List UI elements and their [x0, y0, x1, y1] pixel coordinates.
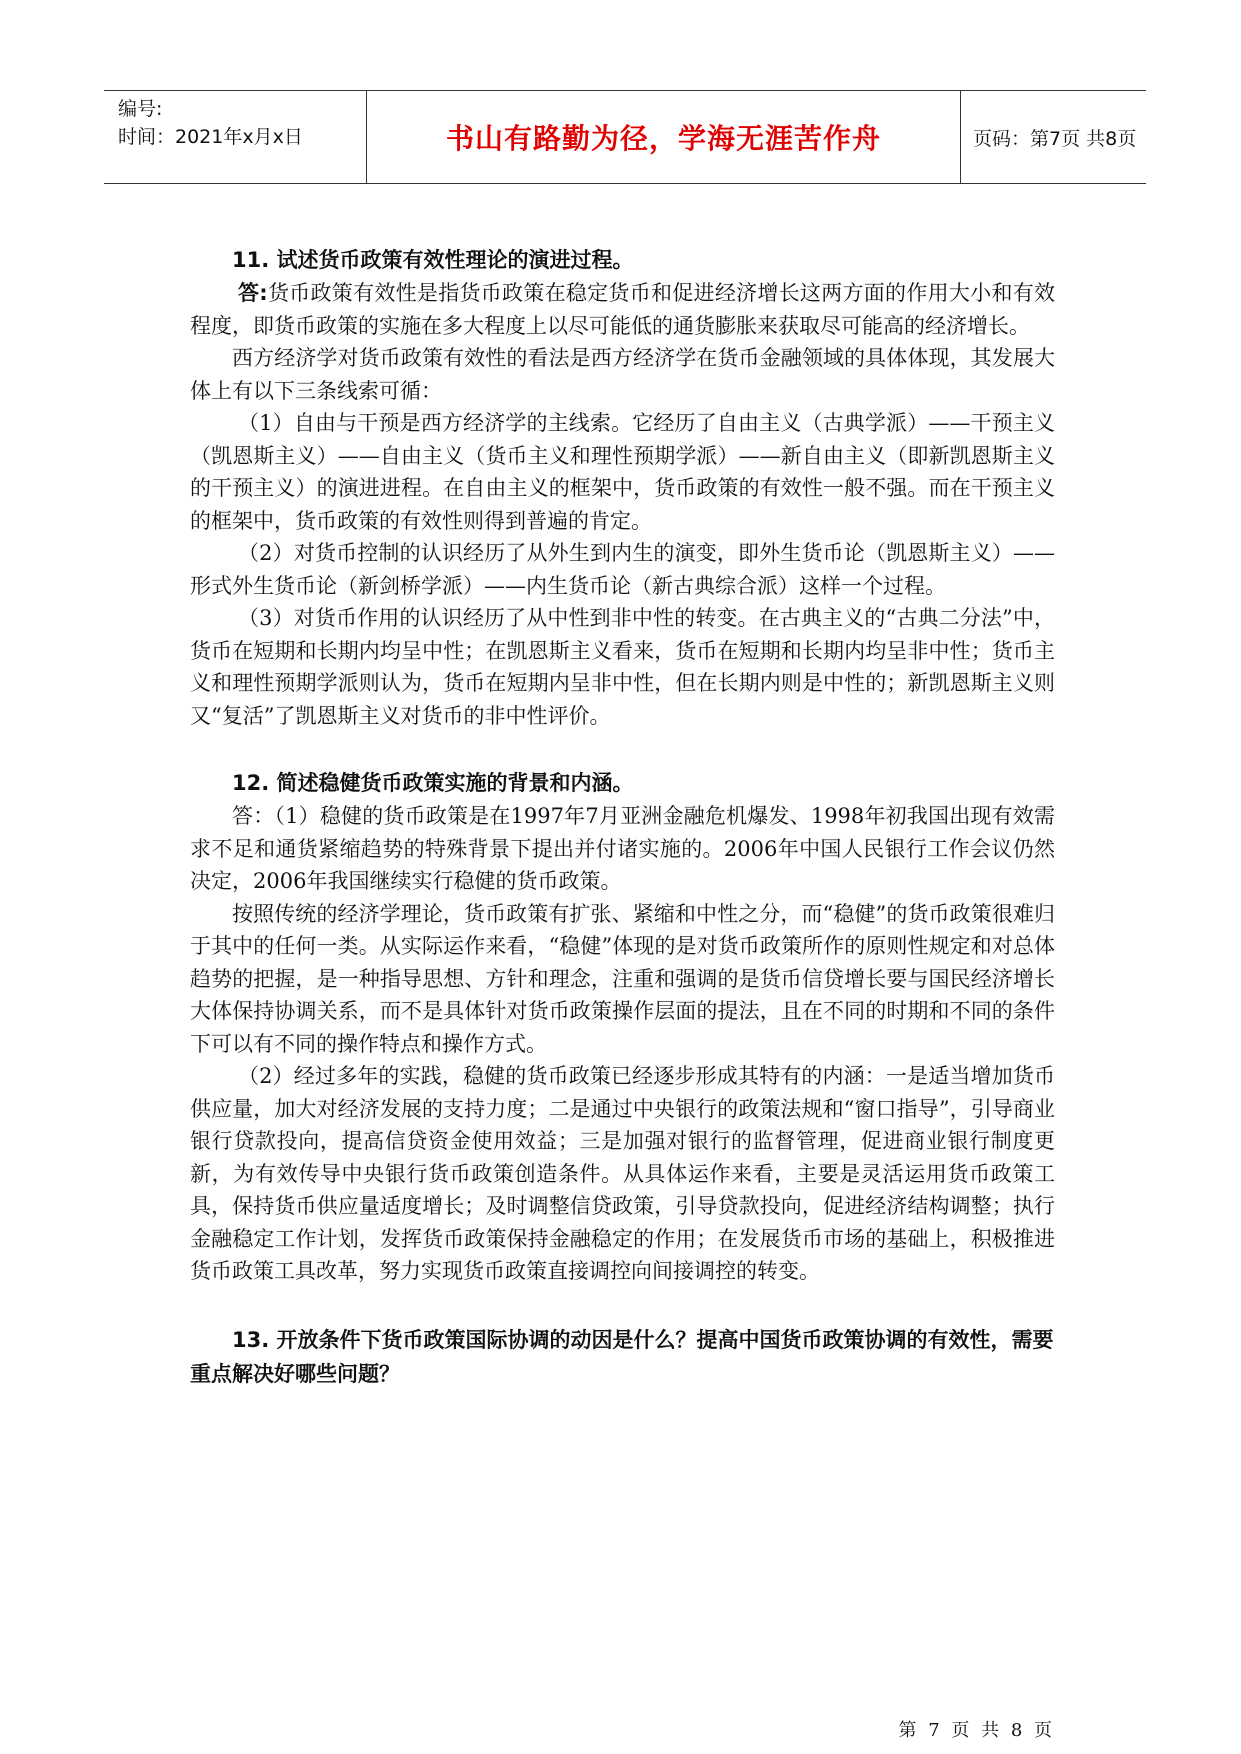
page-label: 页码：第7页 共8页 [973, 127, 1137, 150]
section-gap [190, 732, 1055, 766]
answer-12-para-2: 按照传统的经济学理论，货币政策有扩张、紧缩和中性之分，而“稳健”的货币政策很难归于其中的任何一类。从实际运作来看，“稳健”体现的是对货币政策所作的原则性规定和对总体趋势的把握，是一种指导思想、方针和理念，注重和强调的是货币信贷增长要与国民经济增长大体保持协调关系，而不是具体针对货币政策操作层面的提法，且在不同的时期和不同的条件下可以有不同的操作特点和操作方式。 [190, 901, 1055, 1056]
page-footer: 第 7 页 共 8 页 [898, 1720, 1055, 1741]
document-body [190, 243, 1055, 1391]
question-11: 11. 试述货币政策有效性理论的演进过程。 [232, 248, 634, 272]
header-page-cell [961, 91, 1146, 183]
question-13: 13. 开放条件下货币政策国际协调的动因是什么？提高中国货币政策协调的有效性，需要重点解决好哪些问题？ [190, 1327, 1054, 1386]
answer-12-para-3: （2）经过多年的实践，稳健的货币政策已经逐步形成其特有的内涵：一是适当增加货币供应量，加大对经济发展的支持力度；二是通过中央银行的政策法规和“窗口指导”，引导商业银行贷款投向，提高信贷资金使用效益；三是加强对银行的监督管理，促进商业银行制度更新，为有效传导中央银行货币政策创造条件。从具体运作来看，主要是灵活运用货币政策工具，保持货币供应量适度增长；及时调整信贷政策，引导贷款投向，促进经济结构调整；执行金融稳定工作计划，发挥货币政策保持金融稳定的作用；在发展货币市场的基础上，积极推进货币政策工具改革，努力实现货币政策直接调控向间接调控的转变。 [190, 1064, 1055, 1283]
answer-12-para-1: 答：（1）稳健的货币政策是在1997年7月亚洲金融危机爆发、1998年初我国出现有效需求不足和通货紧缩趋势的特殊背景下提出并付诸实施的。2006年中国人民银行工作会议仍然决定，2006年我国继续实行稳健的货币政策。 [190, 804, 1055, 893]
time-label: 时间：2021年x月x日 [118, 126, 303, 148]
answer-11-text-1: 货币政策有效性是指货币政策在稳定货币和促进经济增长这两方面的作用大小和有效程度，即货币政策的实施在多大程度上以尽可能低的通货膨胀来获取尽可能高的经济增长。 [190, 281, 1055, 338]
answer-11-para-4: （2）对货币控制的认识经历了从外生到内生的演变，即外生货币论（凯恩斯主义）——形式外生货币论（新剑桥学派）——内生货币论（新古典综合派）这样一个过程。 [190, 541, 1055, 598]
question-12: 12. 简述稳健货币政策实施的背景和内涵。 [232, 771, 634, 795]
header-motto-cell [367, 91, 961, 183]
answer-11-para-1 [190, 277, 1055, 342]
answer-11-para-3: （1）自由与干预是西方经济学的主线索。它经历了自由主义（古典学派）——干预主义（凯恩斯主义）——自由主义（货币主义和理性预期学派）——新自由主义（即新凯恩斯主义的干预主义）的演进进程。在自由主义的框架中，货币政策的有效性一般不强。而在干预主义的框架中，货币政策的有效性则得到普遍的肯定。 [190, 411, 1055, 533]
number-label: 编号: [118, 98, 163, 120]
answer-label: 答: [238, 281, 268, 305]
answer-11-para-5: （3）对货币作用的认识经历了从中性到非中性的转变。在古典主义的“古典二分法”中，货币在短期和长期内均呈中性；在凯恩斯主义看来，货币在短期和长期内均呈非中性；货币主义和理性预期学派则认为，货币在短期内呈非中性，但在长期内则是中性的；新凯恩斯主义则又“复活”了凯恩斯主义对货币的非中性评价。 [190, 606, 1055, 728]
header-meta-cell [104, 91, 367, 183]
section-gap [190, 1288, 1055, 1323]
motto-text: 书山有路勤为径，学海无涯苦作舟 [445, 122, 881, 155]
answer-11-para-2: 西方经济学对货币政策有效性的看法是西方经济学在货币金融领域的具体体现，其发展大体上有以下三条线索可循： [190, 346, 1055, 403]
document-header [104, 90, 1146, 184]
